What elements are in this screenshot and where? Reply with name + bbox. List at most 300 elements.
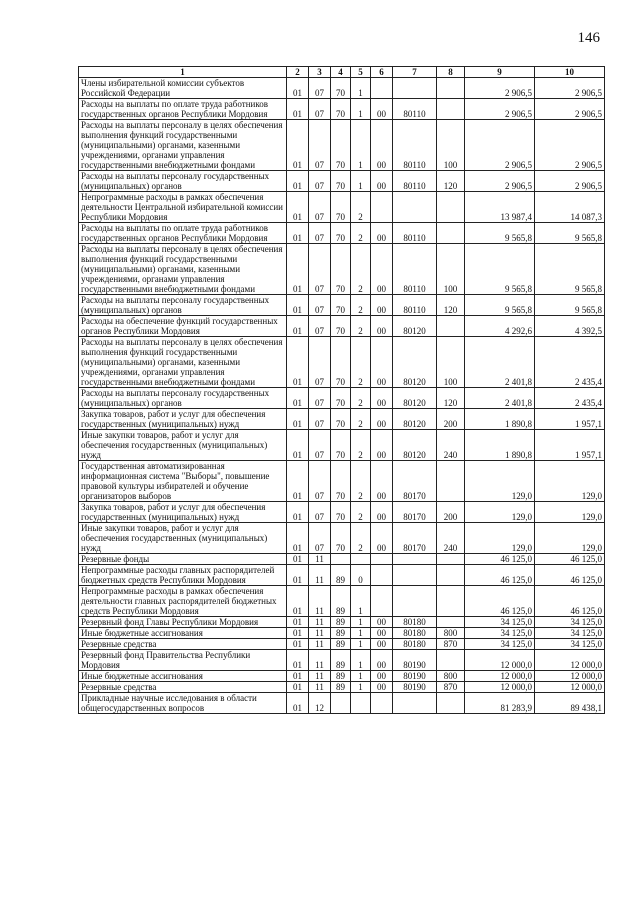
code-subsection-cell: 07 <box>309 192 331 223</box>
code-program-cell: 89 <box>331 650 351 671</box>
row-name-cell: Расходы на обеспечение функций государственных органов Республики Мордовия <box>79 316 287 337</box>
code-program-cell: 70 <box>331 523 351 554</box>
code-expense-type-cell: 870 <box>437 639 465 650</box>
code-subprogram-cell: 2 <box>351 295 371 316</box>
amount-year1-cell: 129,0 <box>465 502 535 523</box>
code-subprogram-cell: 2 <box>351 461 371 502</box>
table-row <box>79 502 605 523</box>
amount-year1-cell: 1 890,8 <box>465 430 535 461</box>
amount-year1-cell: 1 890,8 <box>465 409 535 430</box>
row-name-cell: Расходы на выплаты персоналу государственных (муниципальных) органов <box>79 295 287 316</box>
table-row <box>79 192 605 223</box>
code-subsection-cell: 07 <box>309 120 331 171</box>
code-expense-type-cell <box>437 693 465 714</box>
header-cell: 6 <box>371 67 393 78</box>
code-expense-type-cell <box>437 99 465 120</box>
code-event-cell: 00 <box>371 430 393 461</box>
code-program-cell: 70 <box>331 192 351 223</box>
code-direction-cell <box>393 554 437 565</box>
table-row <box>79 682 605 693</box>
page-number: 146 <box>577 30 600 46</box>
amount-year1-cell: 2 906,5 <box>465 78 535 99</box>
table-body <box>79 78 605 714</box>
code-subprogram-cell: 2 <box>351 502 371 523</box>
table-row <box>79 586 605 617</box>
row-name-cell: Иные бюджетные ассигнования <box>79 628 287 639</box>
table-row <box>79 99 605 120</box>
table-row <box>79 409 605 430</box>
code-direction-cell <box>393 586 437 617</box>
amount-year2-cell: 2 906,5 <box>535 171 605 192</box>
amount-year2-cell: 129,0 <box>535 523 605 554</box>
code-section-cell: 01 <box>287 650 309 671</box>
code-section-cell: 01 <box>287 639 309 650</box>
amount-year2-cell: 34 125,0 <box>535 628 605 639</box>
row-name-cell: Расходы на выплаты персоналу в целях обеспечения выполнения функций государственными (муниципальными) органами, казенными учреждениями, органами управления государственными внебюджетными фондами <box>79 120 287 171</box>
code-subprogram-cell: 1 <box>351 78 371 99</box>
code-subsection-cell: 07 <box>309 430 331 461</box>
code-subprogram-cell <box>351 693 371 714</box>
code-event-cell: 00 <box>371 99 393 120</box>
code-program-cell: 89 <box>331 586 351 617</box>
code-section-cell: 01 <box>287 502 309 523</box>
code-event-cell: 00 <box>371 650 393 671</box>
table-row <box>79 316 605 337</box>
table-row <box>79 461 605 502</box>
table-row <box>79 650 605 671</box>
code-expense-type-cell <box>437 586 465 617</box>
amount-year1-cell: 12 000,0 <box>465 682 535 693</box>
code-direction-cell: 80120 <box>393 316 437 337</box>
code-subprogram-cell: 2 <box>351 388 371 409</box>
code-program-cell: 89 <box>331 671 351 682</box>
code-event-cell: 00 <box>371 316 393 337</box>
code-expense-type-cell <box>437 617 465 628</box>
code-program-cell: 89 <box>331 565 351 586</box>
row-name-cell: Расходы на выплаты персоналу в целях обеспечения выполнения функций государственными (муниципальными) органами, казенными учреждениями, органами управления государственными внебюджетными фондами <box>79 337 287 388</box>
row-name-cell: Расходы на выплаты персоналу в целях обеспечения выполнения функций государственными (муниципальными) органами, казенными учреждениями, органами управления государственными внебюджетными фондами <box>79 244 287 295</box>
row-name-cell: Расходы на выплаты персоналу государственных (муниципальных) органов <box>79 171 287 192</box>
code-program-cell: 70 <box>331 244 351 295</box>
code-event-cell: 00 <box>371 628 393 639</box>
code-program-cell: 70 <box>331 78 351 99</box>
code-program-cell: 89 <box>331 639 351 650</box>
amount-year1-cell: 2 906,5 <box>465 171 535 192</box>
code-direction-cell: 80190 <box>393 650 437 671</box>
code-program-cell: 70 <box>331 295 351 316</box>
code-program-cell: 70 <box>331 461 351 502</box>
row-name-cell: Иные закупки товаров, работ и услуг для обеспечения государственных (муниципальных) нужд <box>79 523 287 554</box>
amount-year2-cell: 1 957,1 <box>535 409 605 430</box>
code-subsection-cell: 11 <box>309 586 331 617</box>
code-expense-type-cell: 100 <box>437 337 465 388</box>
code-subprogram-cell: 1 <box>351 650 371 671</box>
code-section-cell: 01 <box>287 693 309 714</box>
code-program-cell <box>331 554 351 565</box>
table-row <box>79 120 605 171</box>
header-cell: 5 <box>351 67 371 78</box>
code-subprogram-cell: 2 <box>351 409 371 430</box>
amount-year1-cell: 2 906,5 <box>465 99 535 120</box>
code-expense-type-cell: 800 <box>437 628 465 639</box>
amount-year1-cell: 34 125,0 <box>465 628 535 639</box>
code-direction-cell: 80110 <box>393 120 437 171</box>
row-name-cell: Члены избирательной комиссии субъектов Российской Федерации <box>79 78 287 99</box>
code-direction-cell: 80120 <box>393 388 437 409</box>
code-event-cell: 00 <box>371 223 393 244</box>
amount-year2-cell: 34 125,0 <box>535 617 605 628</box>
amount-year1-cell: 46 125,0 <box>465 586 535 617</box>
code-program-cell <box>331 693 351 714</box>
table-row <box>79 639 605 650</box>
table-row <box>79 78 605 99</box>
code-section-cell: 01 <box>287 78 309 99</box>
table-row <box>79 628 605 639</box>
code-event-cell <box>371 78 393 99</box>
table-row <box>79 554 605 565</box>
code-section-cell: 01 <box>287 617 309 628</box>
code-expense-type-cell: 200 <box>437 409 465 430</box>
code-expense-type-cell <box>437 223 465 244</box>
code-event-cell: 00 <box>371 671 393 682</box>
code-subsection-cell: 07 <box>309 337 331 388</box>
code-subprogram-cell: 2 <box>351 316 371 337</box>
code-expense-type-cell: 100 <box>437 244 465 295</box>
code-subprogram-cell: 1 <box>351 120 371 171</box>
code-direction-cell: 80110 <box>393 223 437 244</box>
amount-year1-cell: 12 000,0 <box>465 671 535 682</box>
code-direction-cell: 80110 <box>393 99 437 120</box>
code-subprogram-cell: 2 <box>351 523 371 554</box>
amount-year1-cell: 9 565,8 <box>465 295 535 316</box>
amount-year2-cell: 2 435,4 <box>535 388 605 409</box>
code-section-cell: 01 <box>287 388 309 409</box>
code-section-cell: 01 <box>287 430 309 461</box>
row-name-cell: Резервный фонд Главы Республики Мордовия <box>79 617 287 628</box>
code-section-cell: 01 <box>287 461 309 502</box>
amount-year1-cell: 12 000,0 <box>465 650 535 671</box>
table-row <box>79 617 605 628</box>
code-subprogram-cell: 2 <box>351 223 371 244</box>
code-program-cell: 70 <box>331 120 351 171</box>
code-program-cell: 70 <box>331 388 351 409</box>
code-subsection-cell: 11 <box>309 628 331 639</box>
code-expense-type-cell <box>437 565 465 586</box>
code-direction-cell: 80180 <box>393 617 437 628</box>
code-direction-cell: 80120 <box>393 430 437 461</box>
code-subsection-cell: 07 <box>309 316 331 337</box>
table-row <box>79 223 605 244</box>
amount-year2-cell: 4 392,5 <box>535 316 605 337</box>
row-name-cell: Государственная автоматизированная информационная система "Выборы", повышение правовой культуры избирателей и обучение организаторов выборов <box>79 461 287 502</box>
amount-year1-cell: 2 906,5 <box>465 120 535 171</box>
code-subprogram-cell: 1 <box>351 671 371 682</box>
code-direction-cell: 80190 <box>393 682 437 693</box>
amount-year1-cell: 46 125,0 <box>465 554 535 565</box>
row-name-cell: Иные закупки товаров, работ и услуг для обеспечения государственных (муниципальных) нужд <box>79 430 287 461</box>
code-subprogram-cell: 1 <box>351 586 371 617</box>
code-direction-cell <box>393 192 437 223</box>
amount-year1-cell: 46 125,0 <box>465 565 535 586</box>
code-expense-type-cell <box>437 78 465 99</box>
amount-year2-cell: 9 565,8 <box>535 244 605 295</box>
code-expense-type-cell: 800 <box>437 671 465 682</box>
header-cell: 7 <box>393 67 437 78</box>
amount-year2-cell: 89 438,1 <box>535 693 605 714</box>
code-program-cell: 70 <box>331 171 351 192</box>
code-direction-cell: 80170 <box>393 461 437 502</box>
code-event-cell: 00 <box>371 295 393 316</box>
code-expense-type-cell: 200 <box>437 502 465 523</box>
code-event-cell: 00 <box>371 244 393 295</box>
amount-year2-cell: 12 000,0 <box>535 671 605 682</box>
table-row <box>79 430 605 461</box>
code-expense-type-cell <box>437 650 465 671</box>
amount-year1-cell: 13 987,4 <box>465 192 535 223</box>
code-expense-type-cell: 100 <box>437 120 465 171</box>
code-section-cell: 01 <box>287 244 309 295</box>
code-subprogram-cell: 1 <box>351 171 371 192</box>
code-expense-type-cell: 120 <box>437 171 465 192</box>
code-subsection-cell: 07 <box>309 388 331 409</box>
code-direction-cell: 80110 <box>393 295 437 316</box>
table-row <box>79 171 605 192</box>
row-name-cell: Непрограммные расходы в рамках обеспечения деятельности главных распорядителей бюджетных средств Республики Мордовия <box>79 586 287 617</box>
amount-year1-cell: 34 125,0 <box>465 617 535 628</box>
code-program-cell: 70 <box>331 316 351 337</box>
code-subsection-cell: 11 <box>309 650 331 671</box>
row-name-cell: Резервный фонд Правительства Республики Мордовия <box>79 650 287 671</box>
amount-year2-cell: 9 565,8 <box>535 295 605 316</box>
amount-year1-cell: 34 125,0 <box>465 639 535 650</box>
code-expense-type-cell: 120 <box>437 388 465 409</box>
code-event-cell: 00 <box>371 639 393 650</box>
code-section-cell: 01 <box>287 409 309 430</box>
row-name-cell: Непрограммные расходы в рамках обеспечения деятельности Центральной избирательной комиссии Республики Мордовия <box>79 192 287 223</box>
code-program-cell: 89 <box>331 682 351 693</box>
code-subsection-cell: 11 <box>309 554 331 565</box>
code-subprogram-cell: 2 <box>351 337 371 388</box>
amount-year2-cell: 12 000,0 <box>535 650 605 671</box>
code-subprogram-cell <box>351 554 371 565</box>
code-section-cell: 01 <box>287 295 309 316</box>
amount-year1-cell: 2 401,8 <box>465 337 535 388</box>
code-section-cell: 01 <box>287 682 309 693</box>
amount-year1-cell: 129,0 <box>465 523 535 554</box>
code-direction-cell <box>393 78 437 99</box>
code-event-cell <box>371 192 393 223</box>
code-event-cell: 00 <box>371 120 393 171</box>
code-subsection-cell: 07 <box>309 171 331 192</box>
header-cell: 4 <box>331 67 351 78</box>
header-cell: 9 <box>465 67 535 78</box>
code-section-cell: 01 <box>287 671 309 682</box>
amount-year2-cell: 9 565,8 <box>535 223 605 244</box>
header-row <box>79 67 605 78</box>
header-cell: 10 <box>535 67 605 78</box>
table-row <box>79 295 605 316</box>
code-section-cell: 01 <box>287 337 309 388</box>
row-name-cell: Расходы на выплаты по оплате труда работников государственных органов Республики Мордовия <box>79 99 287 120</box>
code-subsection-cell: 07 <box>309 223 331 244</box>
row-name-cell: Закупка товаров, работ и услуг для обеспечения государственных (муниципальных) нужд <box>79 502 287 523</box>
code-program-cell: 70 <box>331 99 351 120</box>
code-expense-type-cell <box>437 461 465 502</box>
code-expense-type-cell <box>437 316 465 337</box>
code-subsection-cell: 07 <box>309 244 331 295</box>
amount-year1-cell: 4 292,6 <box>465 316 535 337</box>
code-program-cell: 70 <box>331 337 351 388</box>
code-section-cell: 01 <box>287 628 309 639</box>
code-subprogram-cell: 1 <box>351 617 371 628</box>
row-name-cell: Резервные средства <box>79 682 287 693</box>
code-program-cell: 70 <box>331 409 351 430</box>
amount-year2-cell: 34 125,0 <box>535 639 605 650</box>
amount-year2-cell: 2 435,4 <box>535 337 605 388</box>
code-subprogram-cell: 2 <box>351 244 371 295</box>
code-direction-cell: 80110 <box>393 171 437 192</box>
code-event-cell <box>371 554 393 565</box>
code-direction-cell: 80110 <box>393 244 437 295</box>
table-row <box>79 388 605 409</box>
table-row <box>79 671 605 682</box>
code-expense-type-cell <box>437 554 465 565</box>
table-row <box>79 565 605 586</box>
amount-year2-cell: 2 906,5 <box>535 99 605 120</box>
amount-year2-cell: 14 087,3 <box>535 192 605 223</box>
code-event-cell: 00 <box>371 171 393 192</box>
code-subprogram-cell: 0 <box>351 565 371 586</box>
code-direction-cell: 80180 <box>393 628 437 639</box>
code-section-cell: 01 <box>287 523 309 554</box>
table-row <box>79 337 605 388</box>
code-section-cell: 01 <box>287 120 309 171</box>
code-subsection-cell: 07 <box>309 523 331 554</box>
code-subprogram-cell: 2 <box>351 430 371 461</box>
row-name-cell: Резервные фонды <box>79 554 287 565</box>
amount-year1-cell: 81 283,9 <box>465 693 535 714</box>
amount-year2-cell: 129,0 <box>535 502 605 523</box>
header-cell: 3 <box>309 67 331 78</box>
code-subsection-cell: 07 <box>309 99 331 120</box>
code-section-cell: 01 <box>287 565 309 586</box>
code-subprogram-cell: 1 <box>351 99 371 120</box>
code-program-cell: 89 <box>331 617 351 628</box>
code-section-cell: 01 <box>287 192 309 223</box>
code-subsection-cell: 07 <box>309 461 331 502</box>
code-direction-cell <box>393 565 437 586</box>
code-event-cell: 00 <box>371 502 393 523</box>
code-direction-cell: 80120 <box>393 409 437 430</box>
code-program-cell: 70 <box>331 430 351 461</box>
code-event-cell <box>371 586 393 617</box>
code-event-cell: 00 <box>371 461 393 502</box>
amount-year2-cell: 12 000,0 <box>535 682 605 693</box>
code-section-cell: 01 <box>287 586 309 617</box>
code-subsection-cell: 07 <box>309 409 331 430</box>
table-row <box>79 693 605 714</box>
row-name-cell: Расходы на выплаты персоналу государственных (муниципальных) органов <box>79 388 287 409</box>
table-row <box>79 523 605 554</box>
code-section-cell: 01 <box>287 554 309 565</box>
code-direction-cell <box>393 693 437 714</box>
code-program-cell: 70 <box>331 502 351 523</box>
row-name-cell: Непрограммные расходы главных распорядителей бюджетных средств Республики Мордовия <box>79 565 287 586</box>
code-event-cell: 00 <box>371 337 393 388</box>
code-subsection-cell: 07 <box>309 78 331 99</box>
code-direction-cell: 80170 <box>393 523 437 554</box>
code-subprogram-cell: 1 <box>351 639 371 650</box>
code-subsection-cell: 11 <box>309 639 331 650</box>
header-cell: 2 <box>287 67 309 78</box>
amount-year1-cell: 2 401,8 <box>465 388 535 409</box>
row-name-cell: Закупка товаров, работ и услуг для обеспечения государственных (муниципальных) нужд <box>79 409 287 430</box>
amount-year1-cell: 129,0 <box>465 461 535 502</box>
budget-table <box>78 66 605 714</box>
code-direction-cell: 80170 <box>393 502 437 523</box>
header-cell: 8 <box>437 67 465 78</box>
amount-year2-cell: 46 125,0 <box>535 554 605 565</box>
code-subprogram-cell: 1 <box>351 682 371 693</box>
row-name-cell: Иные бюджетные ассигнования <box>79 671 287 682</box>
code-expense-type-cell <box>437 192 465 223</box>
row-name-cell: Резервные средства <box>79 639 287 650</box>
code-event-cell: 00 <box>371 523 393 554</box>
code-section-cell: 01 <box>287 316 309 337</box>
code-subsection-cell: 12 <box>309 693 331 714</box>
code-program-cell: 70 <box>331 223 351 244</box>
code-subprogram-cell: 2 <box>351 192 371 223</box>
code-program-cell: 89 <box>331 628 351 639</box>
code-subsection-cell: 07 <box>309 502 331 523</box>
amount-year2-cell: 1 957,1 <box>535 430 605 461</box>
amount-year1-cell: 9 565,8 <box>465 244 535 295</box>
amount-year2-cell: 129,0 <box>535 461 605 502</box>
code-event-cell: 00 <box>371 409 393 430</box>
amount-year2-cell: 46 125,0 <box>535 586 605 617</box>
code-direction-cell: 80190 <box>393 671 437 682</box>
code-event-cell: 00 <box>371 617 393 628</box>
amount-year1-cell: 9 565,8 <box>465 223 535 244</box>
code-subsection-cell: 11 <box>309 617 331 628</box>
code-section-cell: 01 <box>287 99 309 120</box>
code-subsection-cell: 11 <box>309 682 331 693</box>
code-direction-cell: 80180 <box>393 639 437 650</box>
amount-year2-cell: 2 906,5 <box>535 78 605 99</box>
code-section-cell: 01 <box>287 223 309 244</box>
code-event-cell <box>371 693 393 714</box>
code-direction-cell: 80120 <box>393 337 437 388</box>
code-expense-type-cell: 120 <box>437 295 465 316</box>
code-subsection-cell: 11 <box>309 565 331 586</box>
code-subsection-cell: 11 <box>309 671 331 682</box>
code-section-cell: 01 <box>287 171 309 192</box>
code-subsection-cell: 07 <box>309 295 331 316</box>
row-name-cell: Прикладные научные исследования в области общегосударственных вопросов <box>79 693 287 714</box>
amount-year2-cell: 46 125,0 <box>535 565 605 586</box>
row-name-cell: Расходы на выплаты по оплате труда работников государственных органов Республики Мордовия <box>79 223 287 244</box>
code-expense-type-cell: 240 <box>437 523 465 554</box>
code-subprogram-cell: 1 <box>351 628 371 639</box>
code-event-cell: 00 <box>371 682 393 693</box>
code-expense-type-cell: 870 <box>437 682 465 693</box>
code-event-cell: 00 <box>371 388 393 409</box>
code-event-cell <box>371 565 393 586</box>
amount-year2-cell: 2 906,5 <box>535 120 605 171</box>
code-expense-type-cell: 240 <box>437 430 465 461</box>
table-row <box>79 244 605 295</box>
header-cell: 1 <box>79 67 287 78</box>
